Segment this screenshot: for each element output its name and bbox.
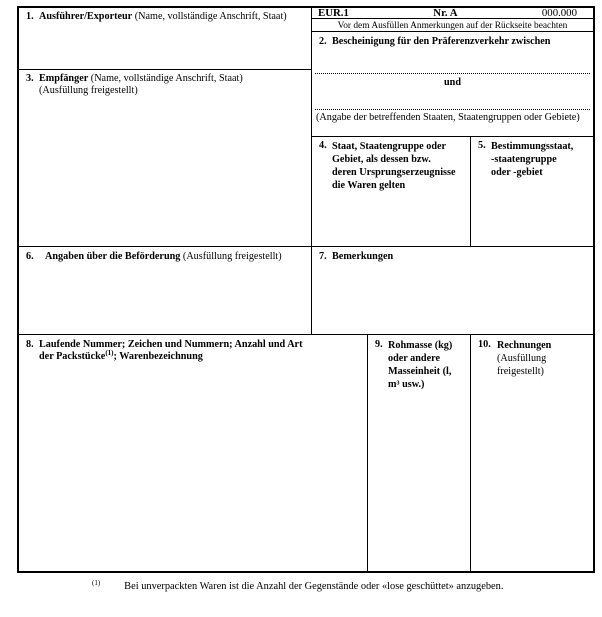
box-1-subtitle: (Name, vollständige Anschrift, Staat) — [134, 11, 287, 22]
certificate-header — [312, 8, 593, 19]
box-10-invoices-cell — [471, 335, 593, 571]
footnote — [92, 581, 503, 592]
box-3-subtitle: (Name, vollständige Anschrift, Staat) — [90, 73, 243, 84]
box-5-line-3: oder -gebiet — [491, 167, 543, 178]
box-5-label — [471, 137, 593, 179]
box-8-number: 8. — [26, 339, 34, 350]
box-2-title: Bescheinigung für den Präferenzverkehr zwischen — [332, 36, 551, 47]
box-4-text — [332, 140, 466, 192]
box-3-label — [19, 70, 311, 97]
box-9-label — [368, 335, 470, 391]
box-10-optional-line-1: (Ausfüllung — [497, 353, 547, 364]
box-6-number: 6. — [26, 251, 34, 262]
box-4-number: 4. — [319, 140, 327, 151]
doc-code: EUR.1 — [318, 8, 349, 19]
box-4-label — [312, 137, 470, 192]
box-10-text — [497, 339, 589, 378]
box-10-optional-line-2: freigestellt) — [497, 366, 544, 377]
box-5-line-1: Bestimmungsstaat, — [491, 141, 574, 152]
box-4-line-3: deren Ursprungserzeugnisse — [332, 167, 456, 178]
box-6-transport-cell — [19, 247, 312, 335]
box-9-line-2: oder andere — [388, 353, 440, 364]
box-6-subtitle: (Ausfüllung freigestellt) — [182, 251, 282, 262]
box-5-number: 5. — [478, 140, 486, 151]
box-8-text — [39, 339, 363, 363]
eur1-form-table — [17, 6, 595, 573]
box-6-label — [19, 247, 311, 263]
serial-prefix: Nr. A — [433, 8, 458, 19]
box-1-text — [39, 11, 307, 23]
box-3-consignee-cell — [19, 70, 312, 247]
box-4-line-4: die Waren gelten — [332, 180, 406, 191]
box-1-exporter-cell — [19, 8, 312, 70]
box-1-label — [19, 8, 311, 23]
serial-number: 000.000 — [541, 8, 577, 19]
box-9-line-4: m³ usw.) — [388, 379, 425, 390]
box-6-title: Angaben über die Beförderung — [45, 251, 181, 262]
box-2-preferential-trade-cell — [312, 32, 593, 137]
box-10-number: 10. — [478, 339, 491, 350]
instruction-strip — [312, 19, 593, 32]
box-7-remarks-cell — [312, 247, 593, 335]
box-9-text — [388, 339, 466, 391]
box-9-gross-mass-cell — [368, 335, 471, 571]
box-9-line-3: Masseinheit (l, — [388, 366, 452, 377]
box-2-label — [312, 32, 593, 48]
box-10-title: Rechnungen — [497, 340, 552, 351]
box-9-line-1: Rohmasse (kg) — [388, 340, 453, 351]
box-8-label — [19, 335, 367, 363]
box-2-hint: (Angabe der betreffenden Staaten, Staatengruppen oder Gebiete) — [316, 112, 580, 123]
box-3-text — [39, 73, 307, 97]
footnote-text: Bei unverpackten Waren ist die Anzahl der Gegenstände oder «lose geschüttet» anzugeben. — [124, 581, 504, 592]
box-7-number: 7. — [319, 251, 327, 262]
box-2-number: 2. — [319, 36, 327, 47]
box-3-title: Empfänger — [39, 73, 89, 84]
box-1-title: Ausführer/Exporteur — [39, 11, 133, 22]
box-4-line-2: Gebiet, als dessen bzw. — [332, 154, 431, 165]
instruction-text: Vor dem Ausfüllen Anmerkungen auf der Rückseite beachten — [337, 21, 568, 31]
box-8-goods-description-cell — [19, 335, 368, 571]
box-6-text — [45, 251, 307, 263]
box-5-text — [491, 140, 589, 179]
box-5-line-2: -staatengruppe — [491, 154, 557, 165]
box-5-destination-cell — [471, 137, 593, 247]
box-8-line-1: Laufende Nummer; Zeichen und Nummern; Anzahl und Art — [39, 339, 303, 350]
box-3-number: 3. — [26, 73, 34, 84]
box-8-line-2 — [39, 351, 363, 363]
box-4-line-1: Staat, Staatengruppe oder — [332, 141, 447, 152]
box-10-label — [471, 335, 593, 378]
box-2-dotted-line-1 — [315, 73, 590, 74]
box-3-optional: (Ausfüllung freigestellt) — [39, 85, 138, 96]
box-1-number: 1. — [26, 11, 34, 22]
box-4-origin-cell — [312, 137, 471, 247]
box-7-label — [312, 247, 593, 263]
box-8-line-2-pre: der Packstücke — [39, 351, 106, 362]
box-7-title: Bemerkungen — [332, 251, 394, 262]
box-8-footnote-ref: (1) — [105, 349, 114, 357]
box-2-dotted-line-2 — [315, 109, 590, 110]
box-9-number: 9. — [375, 339, 383, 350]
footnote-marker: (1) — [92, 579, 101, 587]
box-8-line-2-post: ; Warenbezeichnung — [113, 351, 203, 362]
box-2-conjunction: und — [444, 77, 461, 88]
